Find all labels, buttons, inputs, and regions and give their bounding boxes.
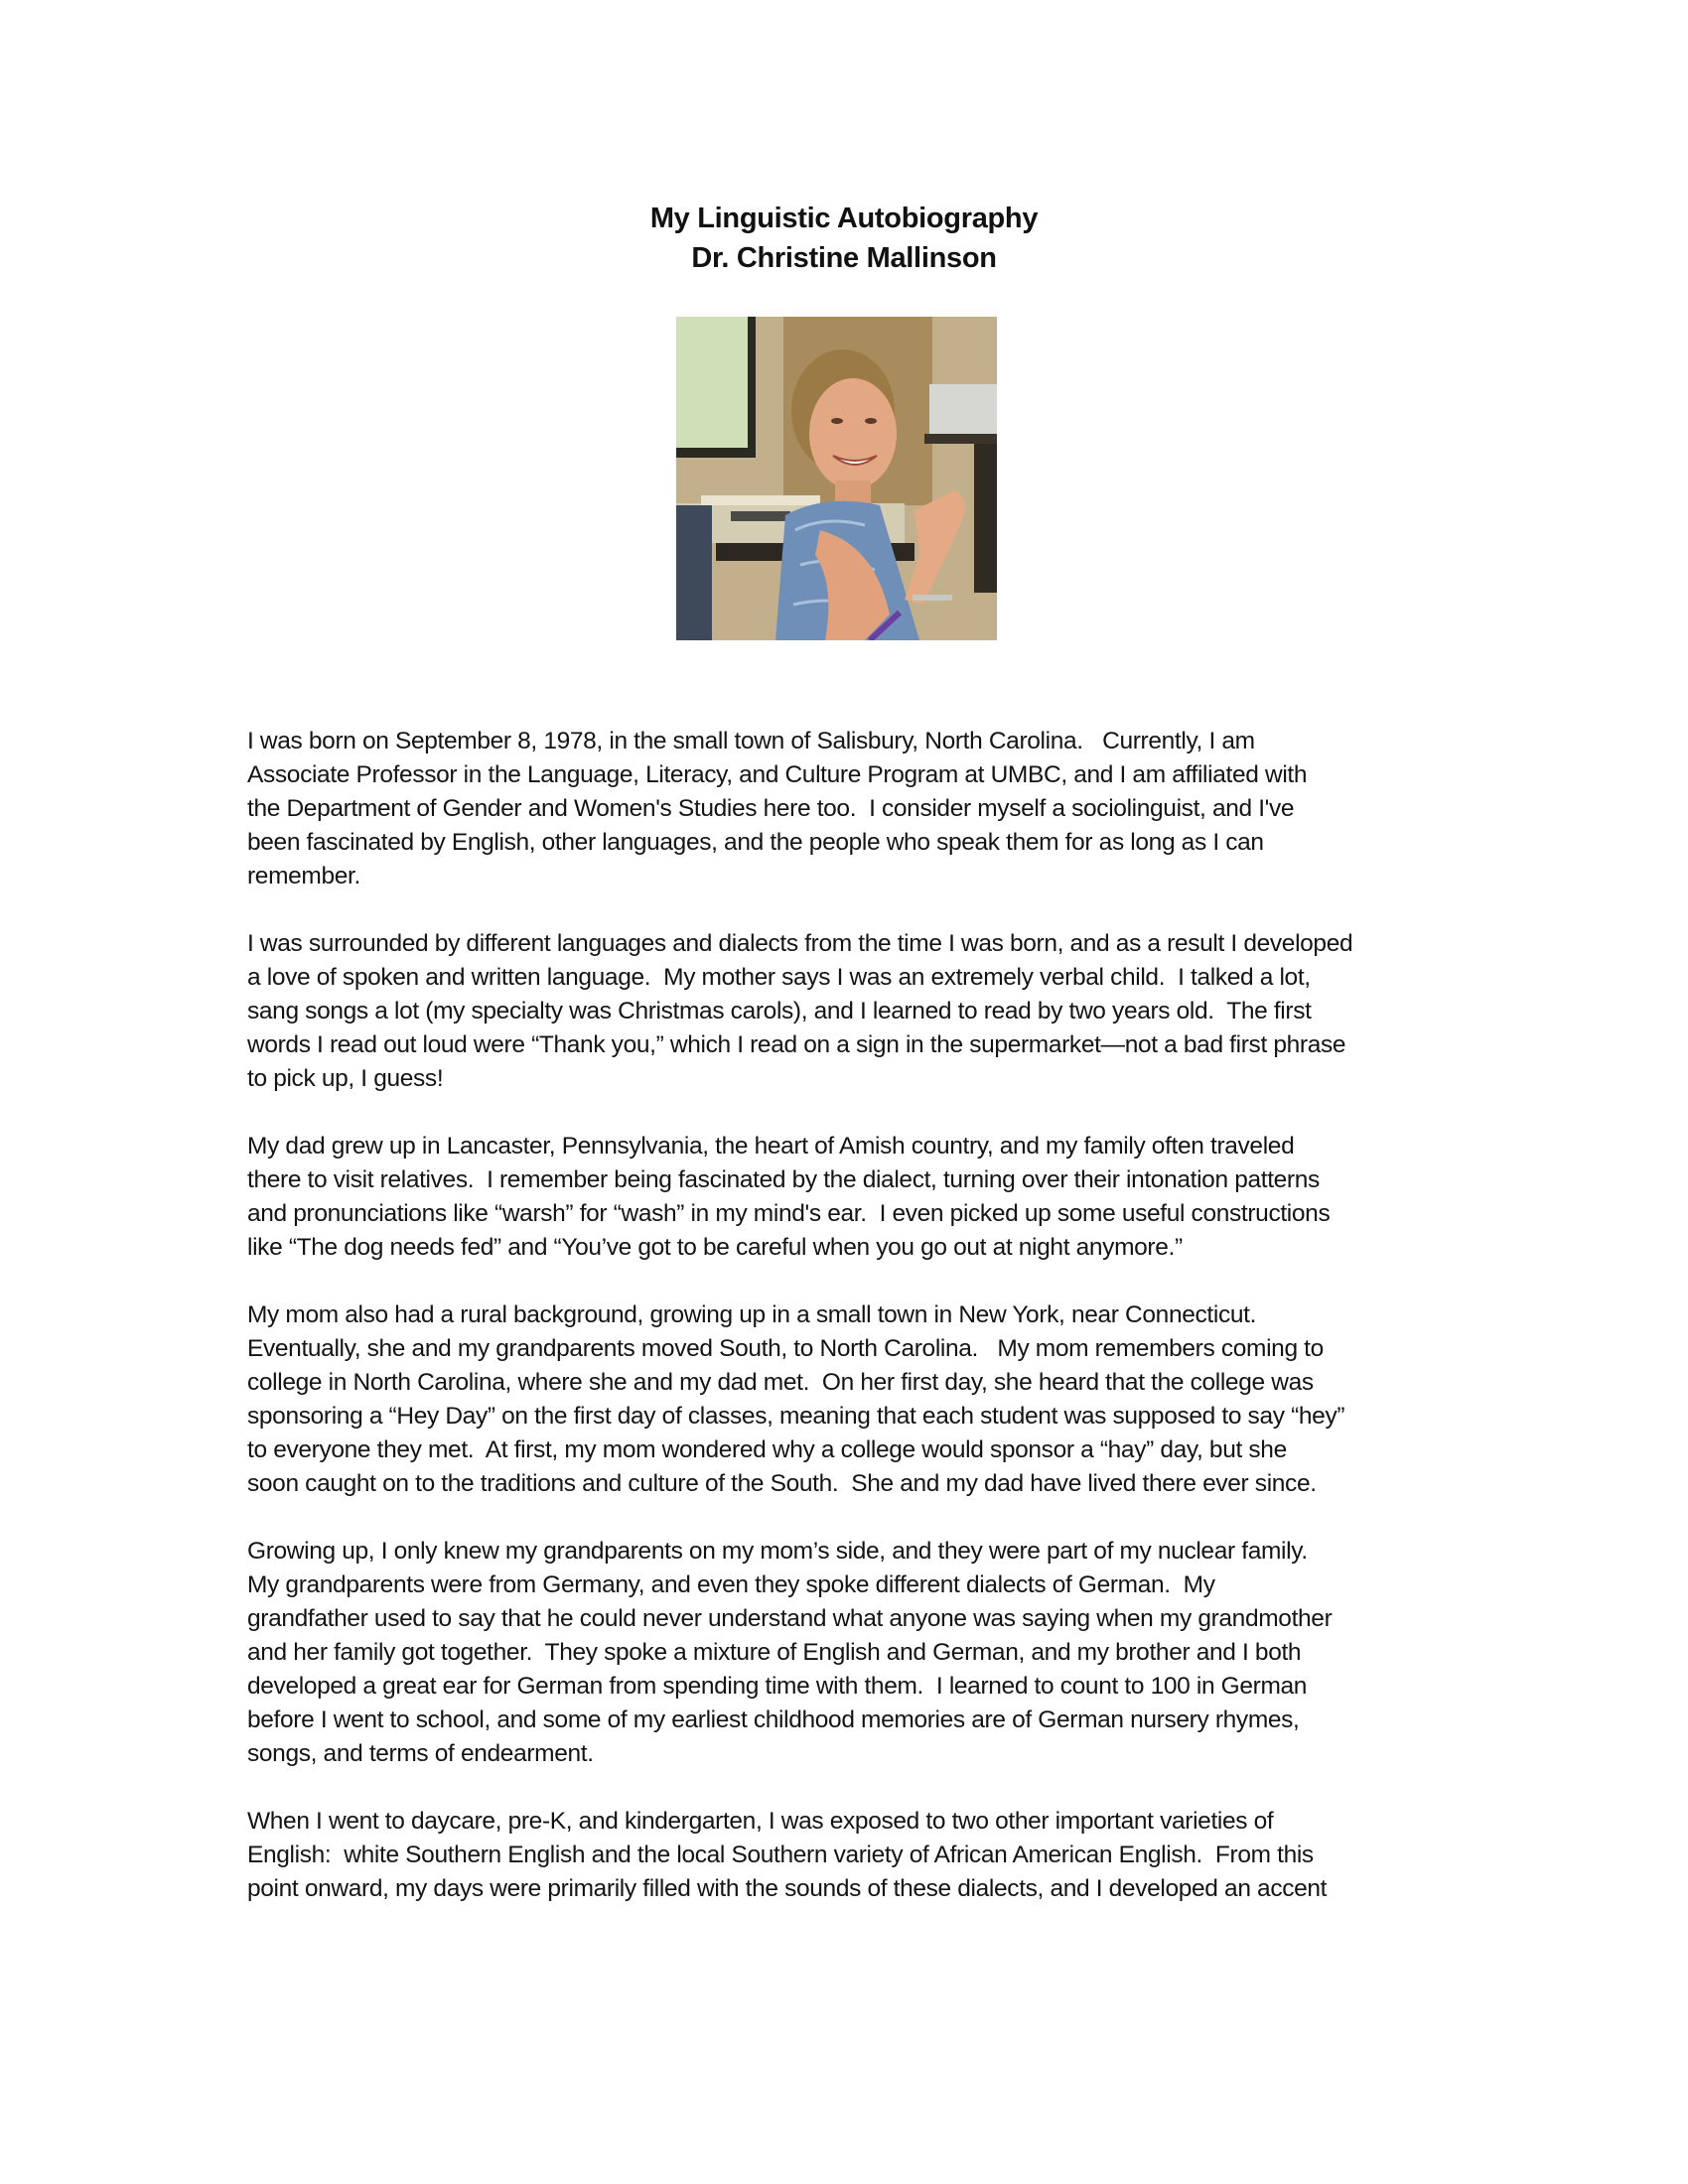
text-line: My mom also had a rural background, growing up in a small town in New York, near Connecticut. (247, 1301, 1257, 1328)
paragraph-3 (247, 1130, 1459, 1265)
text-line: grandfather used to say that he could never understand what anyone was saying when my grandmother (247, 1605, 1333, 1632)
document-body (247, 725, 1459, 1940)
text-line: soon caught on to the traditions and culture of the South. She and my dad have lived there ever since. (247, 1470, 1317, 1497)
document-author: Dr. Christine Mallinson (691, 242, 997, 274)
text-line: English: white Southern English and the local Southern variety of African American English. From this (247, 1842, 1314, 1868)
text-line: the Department of Gender and Women's Studies here too. I consider myself a sociolinguist, and I've (247, 795, 1295, 822)
text-line: to pick up, I guess! (247, 1065, 444, 1092)
paragraph-1 (247, 725, 1459, 893)
text-line: Eventually, she and my grandparents moved South, to North Carolina. My mom remembers coming to (247, 1335, 1324, 1362)
text-line: sponsoring a “Hey Day” on the first day of classes, meaning that each student was supposed to say “hey” (247, 1403, 1345, 1430)
text-line: I was surrounded by different languages and dialects from the time I was born, and as a result I developed (247, 930, 1353, 957)
author-photo (676, 317, 997, 640)
text-line: been fascinated by English, other languages, and the people who speak them for as long as I can (247, 829, 1264, 856)
text-line: My grandparents were from Germany, and even they spoke different dialects of German. My (247, 1571, 1215, 1598)
text-line: and her family got together. They spoke a mixture of English and German, and my brother and I both (247, 1639, 1302, 1666)
text-line: like “The dog needs fed” and “You’ve got to be careful when you go out at night anymore.” (247, 1234, 1183, 1261)
text-line: songs, and terms of endearment. (247, 1740, 594, 1767)
text-line: a love of spoken and written language. My mother says I was an extremely verbal child. I talked a lot, (247, 964, 1311, 991)
text-line: My dad grew up in Lancaster, Pennsylvania, the heart of Amish country, and my family often traveled (247, 1133, 1295, 1160)
portrait-image (676, 317, 997, 640)
paragraph-4 (247, 1298, 1459, 1501)
title-block (0, 199, 1688, 278)
text-line: Growing up, I only knew my grandparents on my mom’s side, and they were part of my nuclear family. (247, 1538, 1308, 1565)
text-line: to everyone they met. At first, my mom wondered why a college would sponsor a “hay” day, but she (247, 1436, 1287, 1463)
paragraph-2 (247, 927, 1459, 1096)
text-line: there to visit relatives. I remember being fascinated by the dialect, turning over their intonation patterns (247, 1166, 1320, 1193)
text-line: before I went to school, and some of my earliest childhood memories are of German nursery rhymes, (247, 1706, 1300, 1733)
text-line: remember. (247, 863, 360, 889)
text-line: point onward, my days were primarily filled with the sounds of these dialects, and I developed an accent (247, 1875, 1328, 1902)
text-line: Associate Professor in the Language, Literacy, and Culture Program at UMBC, and I am affiliated with (247, 761, 1308, 788)
document-title: My Linguistic Autobiography (649, 203, 1039, 234)
paragraph-5 (247, 1535, 1459, 1771)
text-line: sang songs a lot (my specialty was Christmas carols), and I learned to read by two years old. The first (247, 998, 1312, 1024)
text-line: When I went to daycare, pre-K, and kindergarten, I was exposed to two other important varieties of (247, 1808, 1274, 1835)
paragraph-6 (247, 1805, 1459, 1906)
text-line: college in North Carolina, where she and my dad met. On her first day, she heard that the college was (247, 1369, 1314, 1396)
text-line: I was born on September 8, 1978, in the small town of Salisbury, North Carolina. Currently, I am (247, 728, 1255, 754)
text-line: developed a great ear for German from spending time with them. I learned to count to 100 in German (247, 1673, 1308, 1700)
text-line: words I read out loud were “Thank you,” which I read on a sign in the supermarket—not a bad first phrase (247, 1031, 1346, 1058)
text-line: and pronunciations like “warsh” for “wash” in my mind's ear. I even picked up some useful constructions (247, 1200, 1331, 1227)
